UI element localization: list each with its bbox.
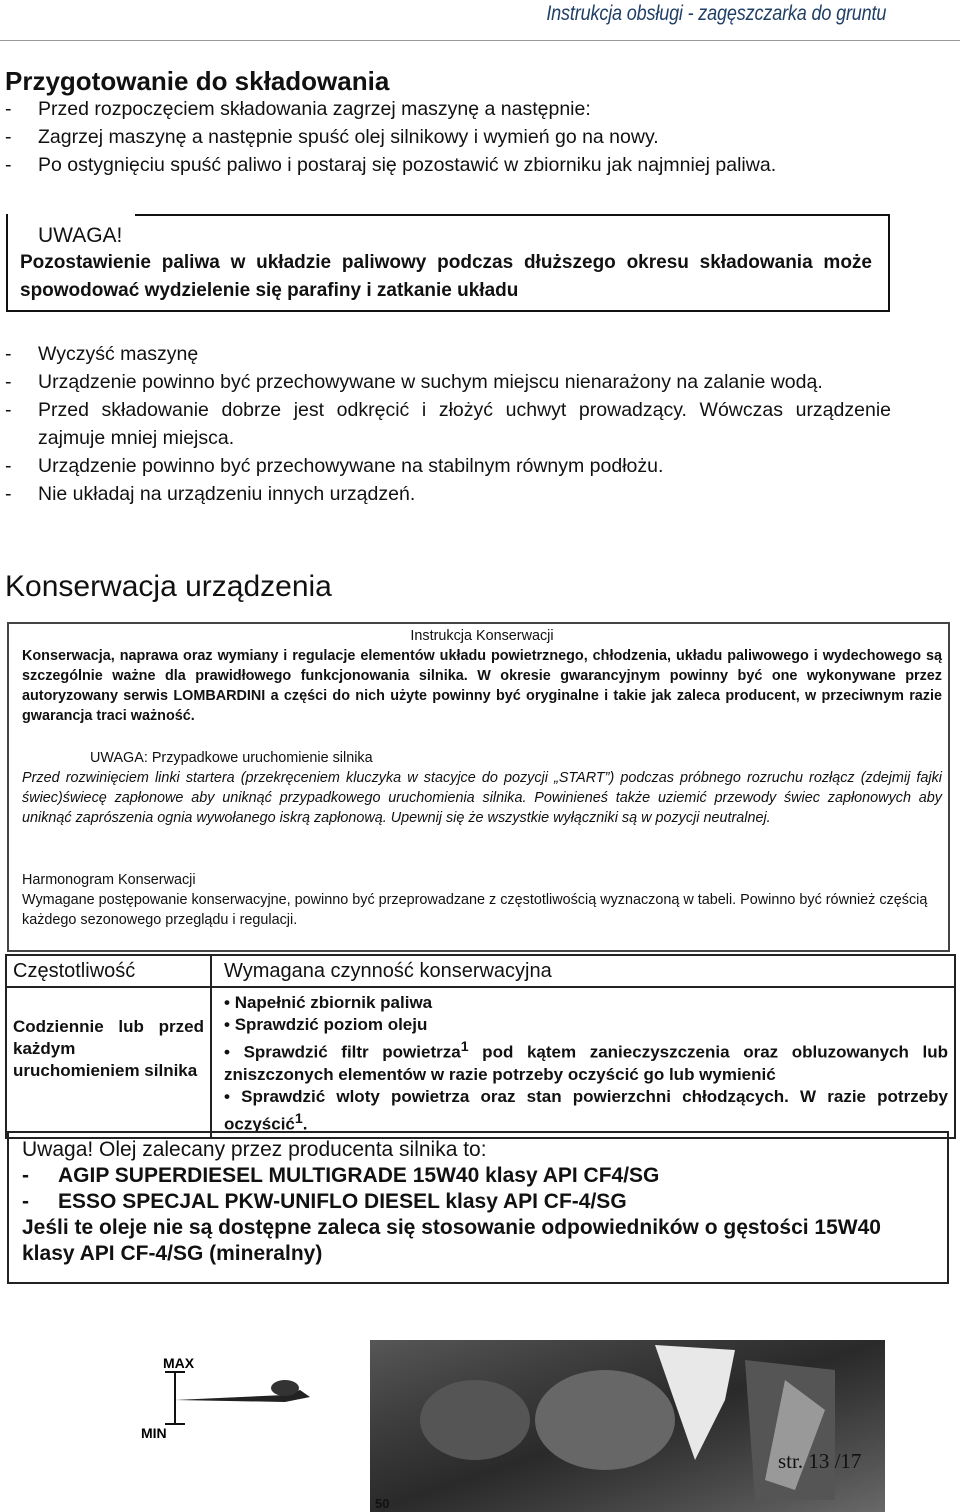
list-item [5,368,891,396]
oil-item [22,1189,922,1215]
list-item-text: Po ostygnięciu spuść paliwo i postaraj się pozostawić w zbiorniku jak najmniej paliwa. [38,154,777,176]
photo-corner-number: 50 [375,1496,390,1511]
task-text: Sprawdzić poziom oleju [234,1015,428,1034]
maintenance-title: Konserwacja urządzenia [5,570,332,603]
dash: - [5,455,12,477]
task-text: Sprawdzić wloty powietrza oraz stan powierzchni chłodzących. W razie potrzeby oczyścić [224,1086,948,1134]
storage-list-bottom [5,340,891,508]
table-row [6,987,955,1138]
maintenance-box-title: Instrukcja Konserwacji [410,628,554,644]
list-item-text: Przed składowanie dobrze jest odkręcić i złożyć uchwyt prowadzący. Wówczas urządzenie zajmuje mniej miejsca. [38,399,891,449]
footnote-mark: 1 [460,1039,469,1055]
oil-note: Jeśli te oleje nie są dostępne zaleca się stosowanie odpowiedników o gęstości 15W40 klasy API CF-4/SG (mineralny) [22,1216,881,1265]
bullet: • [224,1042,230,1062]
task-item [224,992,948,1014]
header-rule [0,40,960,41]
list-item [5,340,891,368]
accidental-start-title: UWAGA: Przypadkowe uruchomienie silnika [90,750,373,766]
warning-text: Pozostawienie paliwa w układzie paliwowy podczas dłuższego okresu składowania może spowodować wydzielenie się parafiny i zatkanie układu [20,252,872,301]
list-item [5,95,891,123]
bullet: • [224,1015,230,1034]
storage-title: Przygotowanie do składowania [5,66,390,96]
storage-list-top [5,95,891,179]
warning-label: UWAGA! [38,224,123,247]
list-item-text: Przed rozpoczęciem składowania zagrzej maszynę a następnie: [38,98,591,120]
dash: - [5,399,12,421]
task-text: Sprawdzić filtr powietrza [243,1042,461,1062]
engine-photo [370,1340,885,1512]
document-header: Instrukcja obsługi - zagęszczarka do gruntu [546,2,886,25]
table-header-frequency: Częstotliwość [6,955,211,987]
page-number: str. 13 /17 [778,1449,862,1473]
bullet: • [224,1086,230,1106]
tasks-cell [211,987,955,1138]
list-item [5,151,891,179]
maintenance-intro: Konserwacja, naprawa oraz wymiany i regulacje elementów układu powietrznego, chłodzenia, układu paliwowego i wydechowego są szczególnie ważne dla prawidłowego funkcjonowania silnika. W okresie gwarancyjnym powinny być one wykonywane przez autoryzowany serwis LOMBARDINI a części do nich użyte powinny być oryginalne i takie jak zaleca producent, w przeciwnym razie gwarancja traci ważność. [22,648,942,724]
warning-box-top-border [135,214,890,216]
list-item [5,452,891,480]
dash: - [22,1190,29,1213]
list-item-text: Urządzenie powinno być przechowywane na stabilnym równym podłożu. [38,455,664,477]
dash: - [5,343,12,365]
list-item [5,396,891,452]
oil-name: AGIP SUPERDIESEL MULTIGRADE 15W40 klasy API CF4/SG [58,1164,660,1187]
maintenance-table [5,954,956,1139]
dash: - [5,483,12,505]
oil-heading: Uwaga! Olej zalecany przez producenta silnika to: [22,1138,487,1161]
schedule-title: Harmonogram Konserwacji [22,872,196,888]
accidental-start-text: Przed rozwinięciem linki startera (przekręceniem kluczyka w stacyjce do pozycji „START”) podczas próbnego rozruchu rozłącz (zdejmij fajki świec)świecę zapłonowe aby uniknąć przypadkowego uruchomienia silnika. Powinieneś także uziemić przewody świec zapłonowych aby uniknąć zaprószenia ognia wywołanego iskrą zapłonową. Upewnij się że wszystkie wyłączniki są w pozycji neutralnej. [22,770,942,826]
table-header-row [6,955,955,987]
table-header-task: Wymagana czynność konserwacyjna [211,955,955,987]
dash: - [5,154,12,176]
dash: - [5,98,12,120]
task-text-end: . [302,1114,308,1134]
list-item-text: Zagrzej maszynę a następnie spuść olej silnikowy i wymień go na nowy. [38,126,659,148]
min-label: MIN [141,1425,167,1441]
oil-name: ESSO SPECJAL PKW-UNIFLO DIESEL klasy API CF-4/SG [58,1190,627,1213]
task-item [224,1036,948,1086]
frequency-cell: Codziennie lub przed każdym uruchomieniem silnika [6,987,211,1138]
dash: - [5,126,12,148]
bullet: • [224,993,230,1012]
task-item [224,1086,948,1136]
footnote-mark: 1 [294,1110,303,1127]
list-item-text: Wyczyść maszynę [38,343,199,365]
list-item-text: Urządzenie powinno być przechowywane w suchym miejscu nienarażony na zalanie wodą. [38,371,823,393]
oil-item [22,1163,922,1189]
schedule-text: Wymagane postępowanie konserwacyjne, powinno być przeprowadzane z częstotliwością wyznaczoną w tabeli. Powinno być również częścią każdego sezonowego przeglądu i regulacji. [22,892,928,928]
dash: - [5,371,12,393]
list-item-text: Nie układaj na urządzeniu innych urządzeń. [38,483,416,505]
task-item [224,1014,948,1036]
task-text: Napełnić zbiornik paliwa [234,993,433,1012]
list-item [5,480,891,508]
max-label: MAX [163,1355,195,1371]
oil-check-photo [135,1340,885,1512]
oil-text [22,1137,922,1267]
list-item [5,123,891,151]
dash: - [22,1164,29,1187]
task-text-cont: pod kątem zanieczyszczenia oraz obluzowanych lub zniszczonych elementów w razie potrzeby oczyścić go lub wymienić [224,1042,948,1084]
